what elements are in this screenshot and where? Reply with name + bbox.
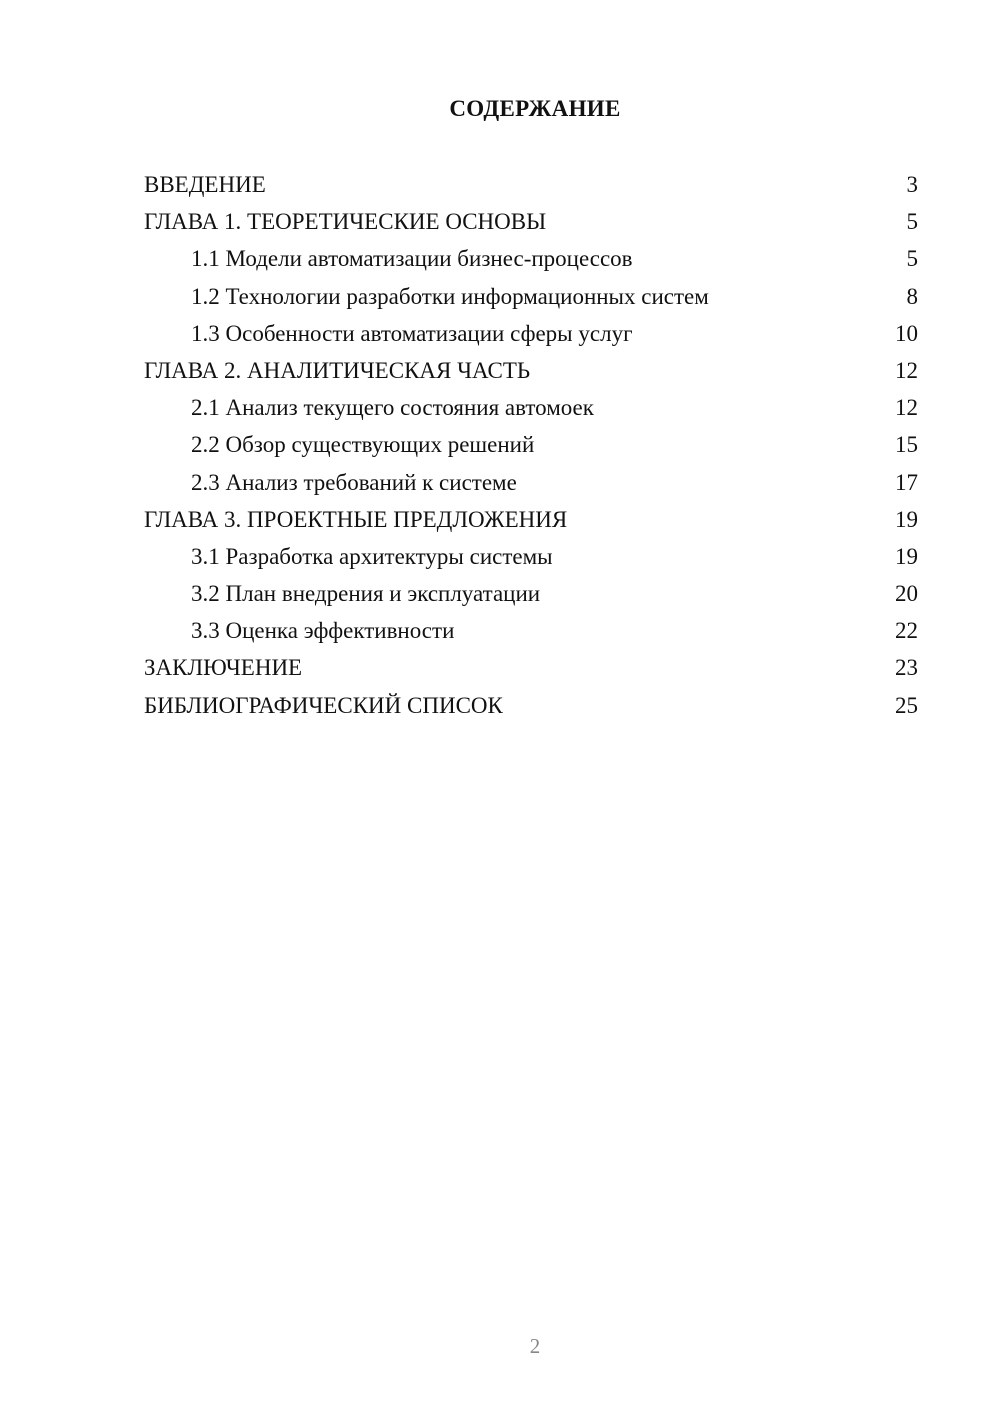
toc-entry-page: 19 [895,506,918,532]
toc-entry-page: 15 [895,432,918,458]
toc-entry-page: 17 [895,469,918,495]
toc-entry-title: 3.2 План внедрения и эксплуатации [191,581,541,607]
toc-entry-page: 22 [895,618,918,644]
toc-entry-title: 1.3 Особенности автоматизации сферы услуг [191,320,633,346]
toc-entry-page: 3 [906,172,918,197]
toc-entry-page: 8 [906,283,918,309]
toc-entry[interactable] [144,464,918,501]
page-title: СОДЕРЖАНИЕ [449,96,621,121]
toc-entry[interactable] [144,278,918,315]
toc-entry-title: ГЛАВА 2. АНАЛИТИЧЕСКАЯ ЧАСТЬ [144,357,531,383]
toc-entry-page: 20 [895,581,918,607]
toc-entry-title: ГЛАВА 1. ТЕОРЕТИЧЕСКИЕ ОСНОВЫ [144,209,547,235]
toc-entry-page: 23 [895,655,918,681]
toc-entry-title: 3.3 Оценка эффективности [191,618,455,644]
toc-entry-title: ГЛАВА 3. ПРОЕКТНЫЕ ПРЕДЛОЖЕНИЯ [144,506,568,532]
toc-entry-title: 2.3 Анализ требований к системе [191,469,517,495]
toc-entry-title: 1.1 Модели автоматизации бизнес-процессов [191,246,633,272]
toc-entry-page: 5 [906,209,918,235]
toc-entry-title: ЗАКЛЮЧЕНИЕ [144,655,303,681]
toc-entry-title: 3.1 Разработка архитектуры системы [191,543,553,569]
toc-entry-page: 25 [895,692,918,718]
toc-entry-page: 10 [895,320,918,346]
toc-entry-page: 5 [906,246,918,272]
toc-entry-page: 12 [895,357,918,383]
toc-entry-title: 2.1 Анализ текущего состояния автомоек [191,395,594,421]
toc-entry-title: 1.2 Технологии разработки информационных систем [191,283,709,309]
toc-entry[interactable] [144,352,918,389]
toc-entry-title: 2.2 Обзор существующих решений [191,432,535,458]
toc-entry[interactable] [144,166,918,203]
toc-entry[interactable] [144,538,918,575]
toc-entry[interactable] [144,240,918,277]
toc-entry[interactable] [144,687,918,724]
toc-entry-title: БИБЛИОГРАФИЧЕСКИЙ СПИСОК [144,692,503,718]
toc-entry[interactable] [144,612,918,649]
toc-entry-page: 12 [895,395,918,421]
page-number: 2 [529,1334,541,1358]
table-of-contents [144,166,918,724]
toc-entry[interactable] [144,389,918,426]
toc-entry[interactable] [144,315,918,352]
toc-entry-title: ВВЕДЕНИЕ [144,172,266,197]
toc-entry[interactable] [144,649,918,686]
toc-entry[interactable] [144,575,918,612]
toc-entry-page: 19 [895,543,918,569]
toc-entry[interactable] [144,501,918,538]
toc-entry[interactable] [144,203,918,240]
toc-entry[interactable] [144,426,918,463]
